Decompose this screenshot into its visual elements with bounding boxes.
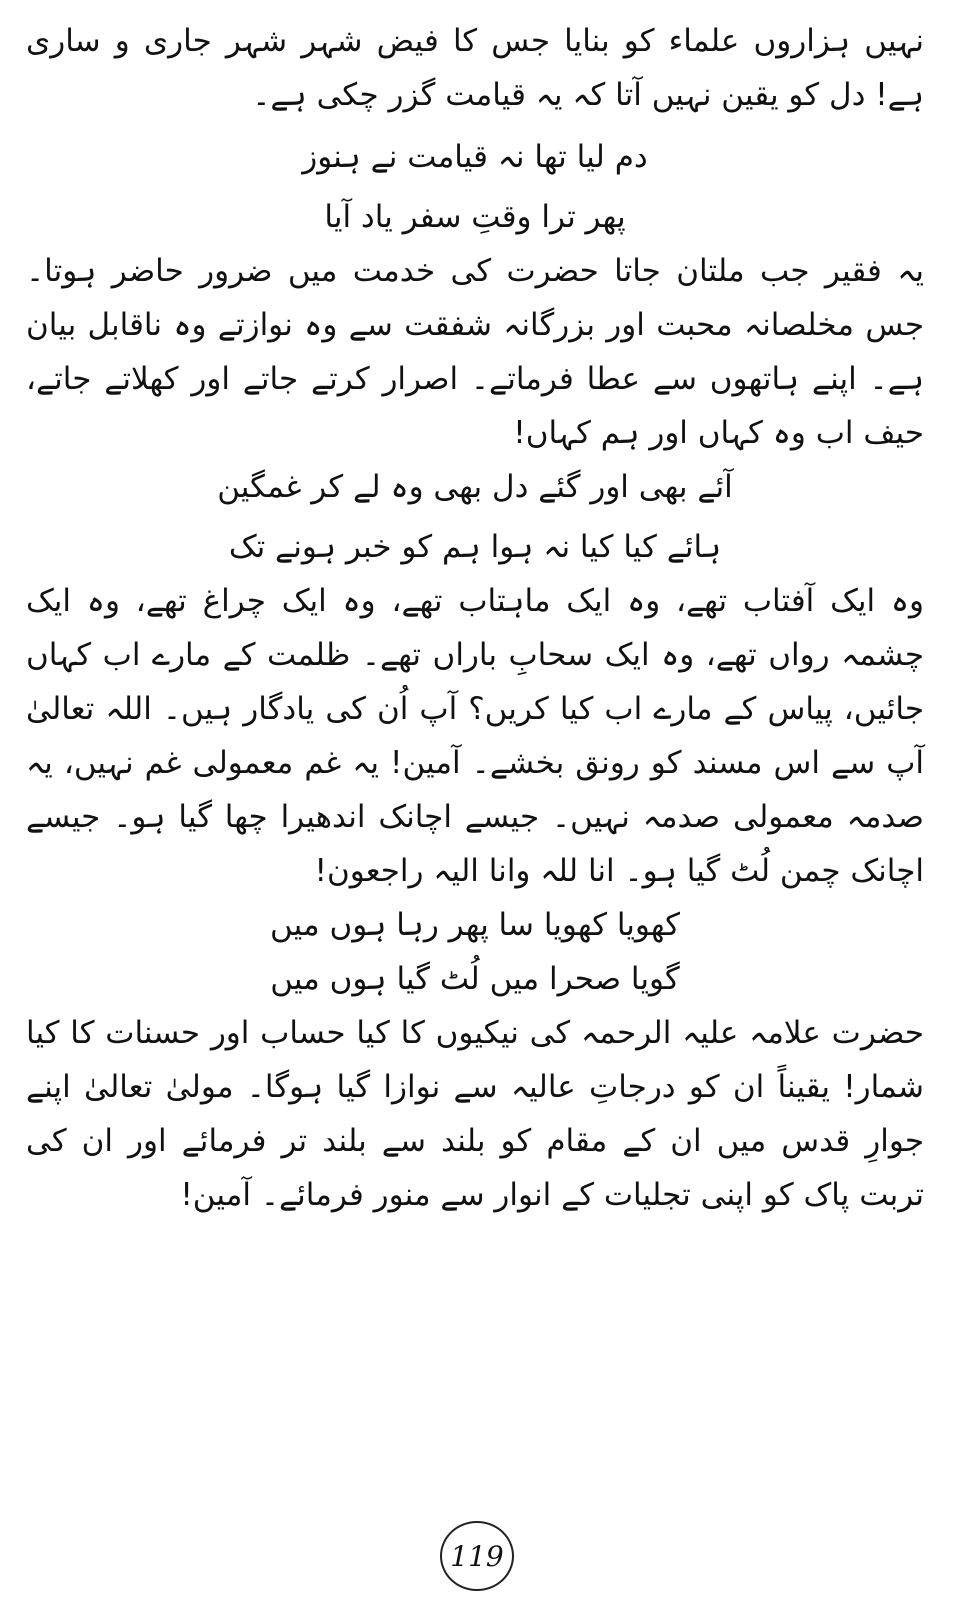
couplet-1 xyxy=(26,130,924,244)
couplet-3 xyxy=(26,898,924,1006)
couplet-1-line-1: دم لیا تھا نہ قیامت نے ہنوز xyxy=(302,139,648,175)
couplet-2 xyxy=(26,460,924,574)
paragraph-tribute: وہ ایک آفتاب تھے، وہ ایک ماہتاب تھے، وہ ایک چراغ تھے، وہ ایک چشمہ رواں تھے، وہ ایک سحابِ باراں تھے۔ ظلمت کے مارے اب کہاں جائیں، پیاس کے مارے اب کیا کریں؟ آپ اُن کی یادگار ہیں۔ اللہ تعالیٰ آپ سے اس مسند کو رونق بخشے۔ آمین! یہ غم معمولی غم نہیں، یہ صدمہ معمولی صدمہ نہیں۔ جیسے اچانک اندھیرا چھا گیا ہو۔ جیسے اچانک چمن لُٹ گیا ہو۔ انا للہ وانا الیہ راجعون! xyxy=(26,583,924,889)
paragraph-visit: یہ فقیر جب ملتان جاتا حضرت کی خدمت میں ضرور حاضر ہوتا۔ جس مخلصانہ محبت اور بزرگانہ شفقت سے وہ نوازتے وہ ناقابل بیان ہے۔ اپنے ہاتھوں سے عطا فرماتے۔ اصرار کرتے جاتے اور کھلاتے جاتے، حیف اب وہ کہاں اور ہم کہاں! xyxy=(26,253,924,451)
couplet-2-line-2: ہائے کیا کیا نہ ہوا ہم کو خبر ہونے تک xyxy=(228,529,722,565)
page-number: 119 xyxy=(450,1539,504,1573)
couplet-3-line-1: کھویا کھویا سا پھر رہا ہوں میں xyxy=(270,907,680,943)
couplet-2-line-1: آئے بھی اور گئے دل بھی وہ لے کر غمگین xyxy=(217,469,733,505)
couplet-1-line-2: پھر ترا وقتِ سفر یاد آیا xyxy=(324,199,626,235)
paragraph-closing: حضرت علامہ علیہ الرحمہ کی نیکیوں کا کیا حساب اور حسنات کا کیا شمار! یقیناً ان کو درجاتِ عالیہ سے نوازا گیا ہوگا۔ مولیٰ تعالیٰ اپنے جوارِ قدس میں ان کے مقام کو بلند سے بلند تر فرمائے اور ان کی تربت پاک کو اپنی تجلیات کے انوار سے منور فرمائے۔ آمین! xyxy=(26,1015,924,1213)
couplet-3-line-2: گویا صحرا میں لُٹ گیا ہوں میں xyxy=(270,961,680,997)
paragraph-opening: نہیں ہزاروں علماء کو بنایا جس کا فیض شہر شہر جاری و ساری ہے! دل کو یقین نہیں آتا کہ یہ قیامت گزر چکی ہے۔ xyxy=(26,23,924,113)
page-number-badge xyxy=(440,1521,514,1591)
